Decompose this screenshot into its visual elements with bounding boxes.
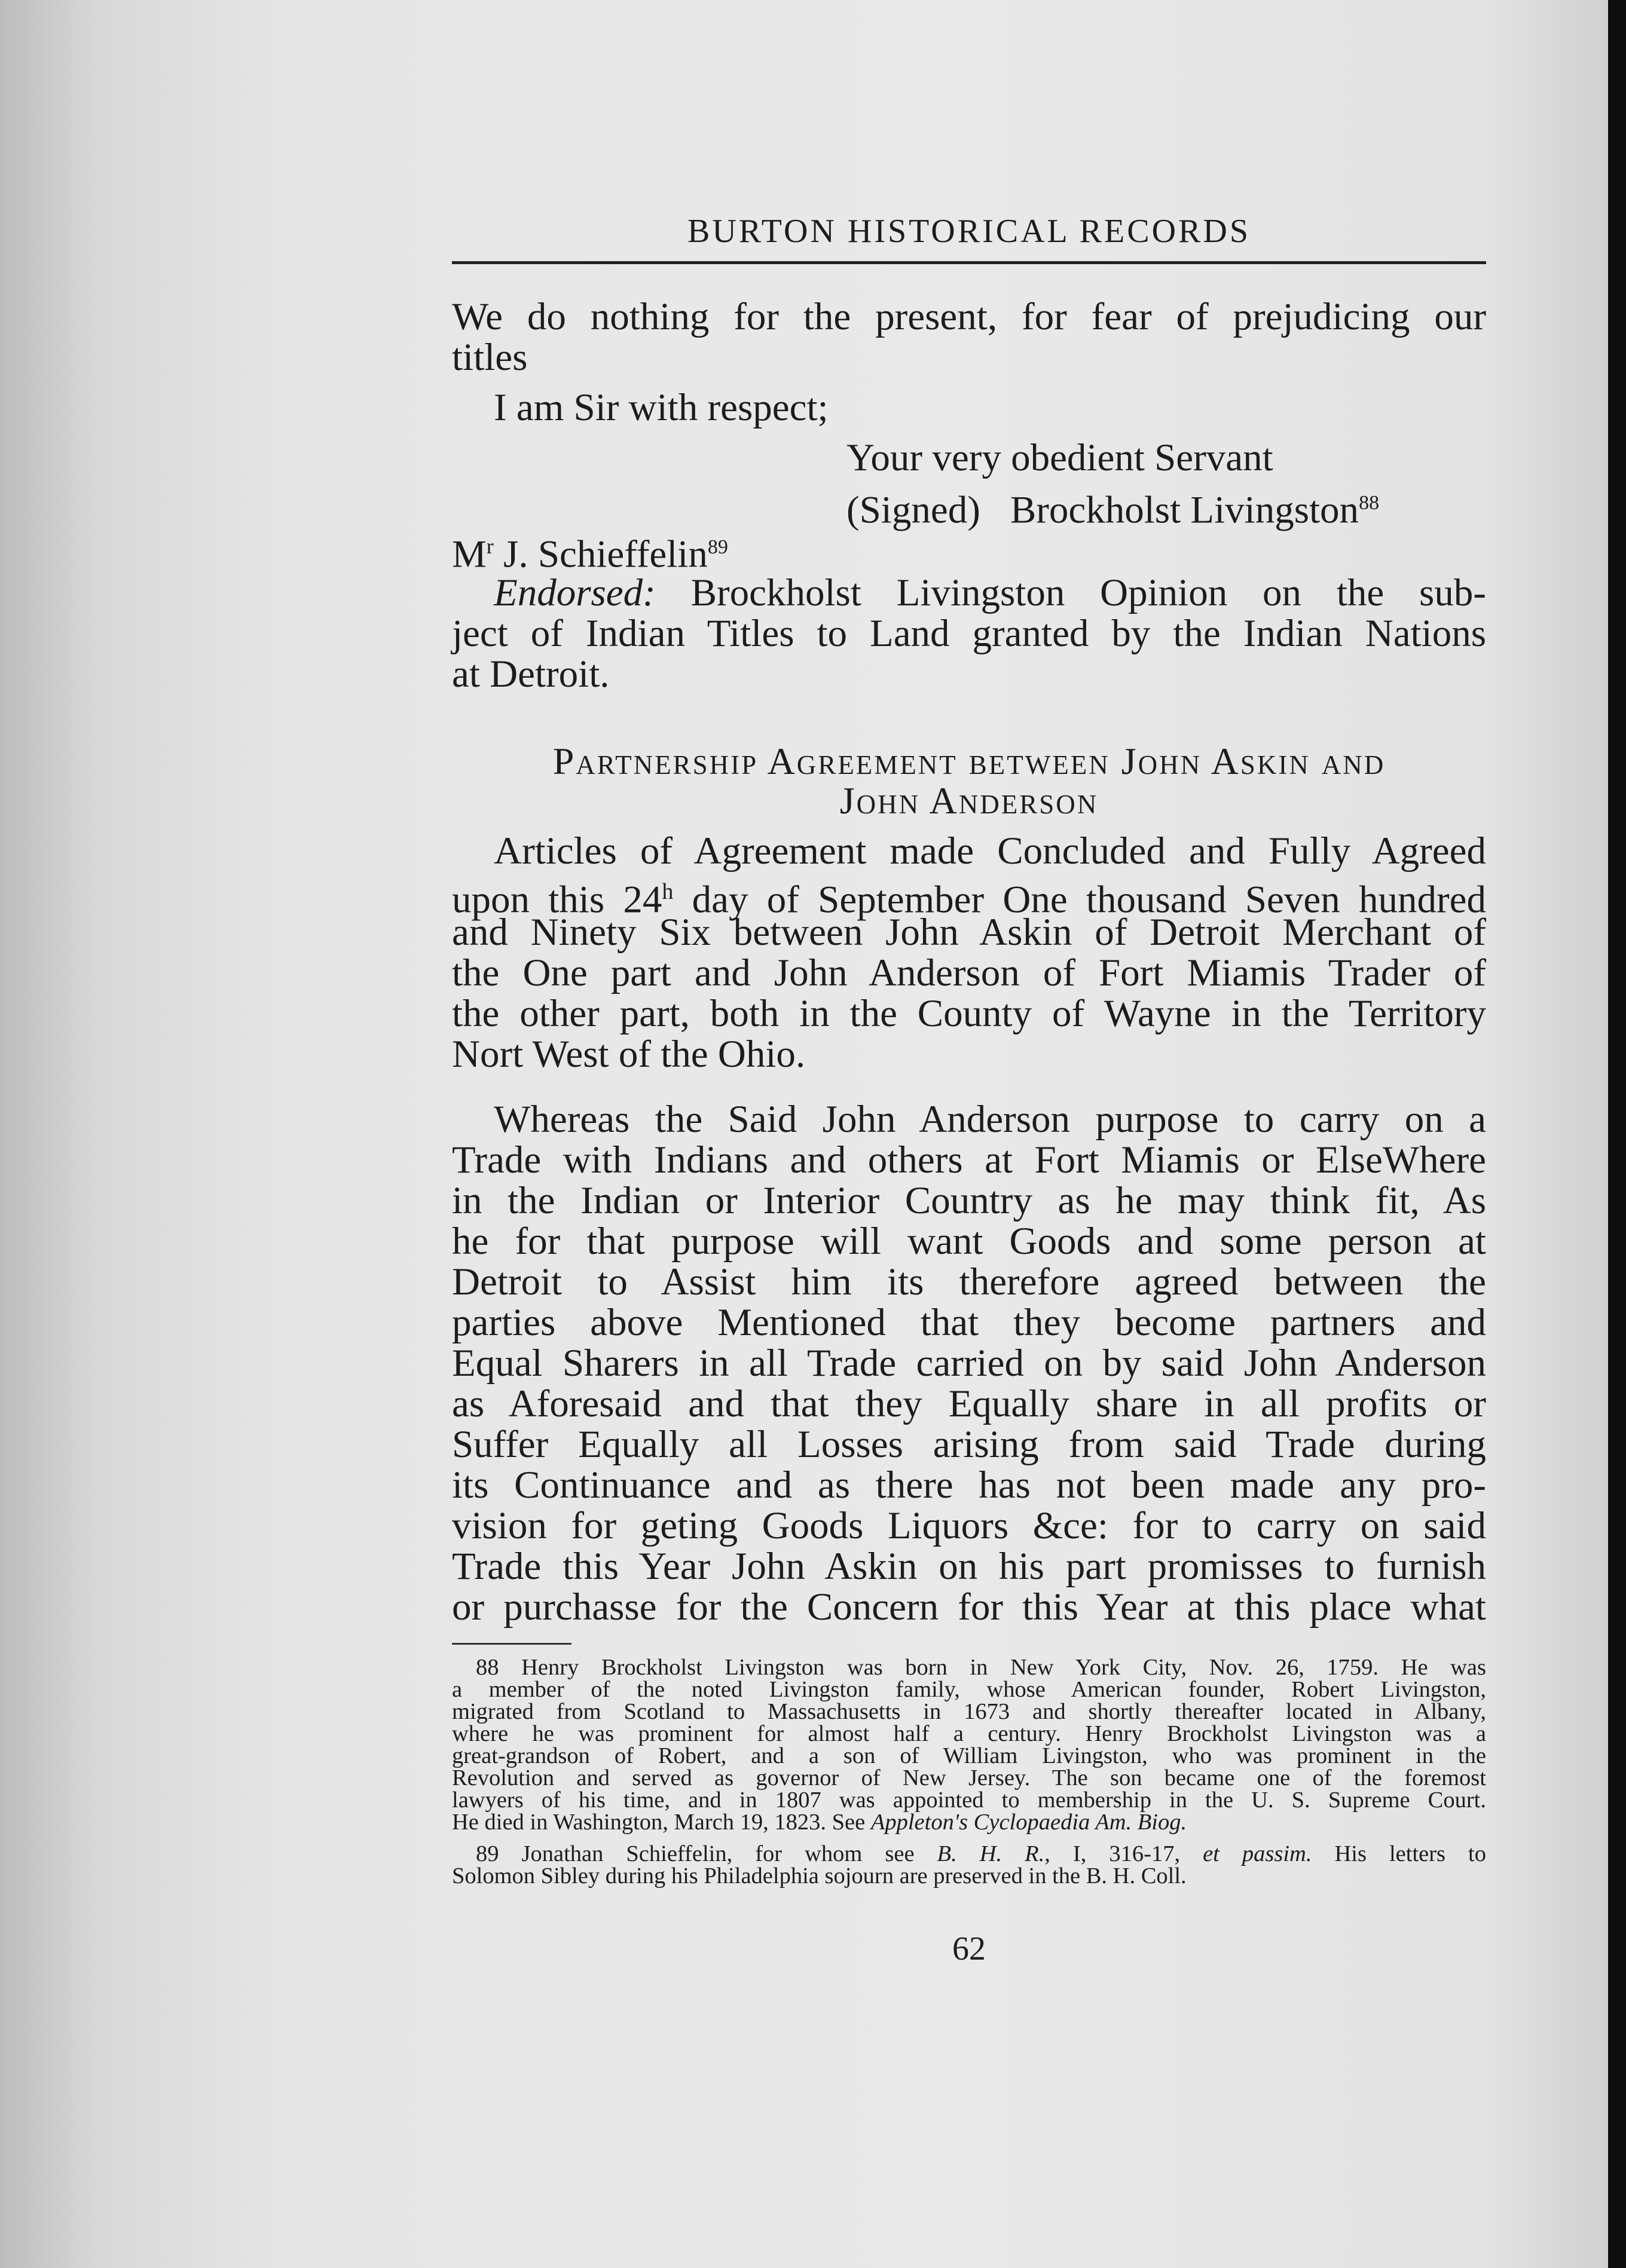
footnote-88-line: great-grandson of Robert, and a son of William Livingston, who was prominent in the (452, 1743, 1486, 1768)
body-line: Articles of Agreement made Concluded and Fully Agreed (494, 830, 1486, 873)
body-line: Whereas the Said John Anderson purpose to carry on a (494, 1098, 1486, 1141)
citation-title: Appleton's Cyclopaedia Am. Biog. (870, 1810, 1187, 1835)
body-line: he for that purpose will want Goods and some person at (452, 1220, 1486, 1263)
footnote-88-line: where he was prominent for almost half a century. Henry Brockholst Livingston was a (452, 1721, 1486, 1746)
body-line: Detroit to Assist him its therefore agreed between the (452, 1260, 1486, 1303)
body-line: ject of Indian Titles to Land granted by the Indian Nations (452, 612, 1486, 655)
body-line: its Continuance and as there has not been made any pro- (452, 1464, 1486, 1507)
footnote-ref: 88 (1359, 492, 1380, 514)
footnote-ref: 89 (707, 536, 728, 558)
section-heading-continued: John Anderson (839, 779, 1099, 822)
addressee-prefix-sup: r (486, 534, 494, 558)
body-line: Trade with Indians and others at Fort Miamis or ElseWhere (452, 1138, 1486, 1182)
body-line: We do nothing for the present, for fear of prejudicing our (452, 295, 1486, 338)
addressee-line (452, 522, 728, 576)
body-line: and Ninety Six between John Askin of Detroit Merchant of (452, 911, 1486, 954)
footnote-88-line: migrated from Scotland to Massachusetts in 1673 and shortly thereafter located in Albany, (452, 1699, 1486, 1724)
body-line: parties above Mentioned that they become partners and (452, 1301, 1486, 1344)
footnote-88-line: lawyers of his time, and in 1807 was appointed to membership in the U. S. Supreme Court. (452, 1788, 1486, 1813)
endorsed-line: Endorsed: Brockholst Livingston Opinion on the sub- (494, 571, 1486, 614)
footnote-88-line: 88 Henry Brockholst Livingston was born in New York City, Nov. 26, 1759. He was (476, 1655, 1486, 1680)
body-line: or purchasse for the Concern for this Year at this place what (452, 1586, 1486, 1629)
footnote-88-line: a member of the noted Livingston family, whose American founder, Robert Livingston, (452, 1677, 1486, 1702)
addressee-name: J. Schieffelin (493, 532, 708, 576)
footnote-rule (452, 1643, 571, 1645)
footnote-89-line: 89 Jonathan Schieffelin, for whom see B. H. R., I, 316-17, et passim. His letters to (476, 1841, 1486, 1866)
body-line: at Detroit. (452, 653, 610, 696)
valediction-line: Your very obedient Servant (846, 436, 1273, 479)
body-line: the One part and John Anderson of Fort Miamis Trader of (452, 951, 1486, 994)
page-edge-shadow (1608, 0, 1626, 2268)
signer-name: Brockholst Livingston (1010, 488, 1359, 532)
endorsed-label: Endorsed: (494, 571, 656, 614)
section-heading: Partnership Agreement between John Askin and (552, 740, 1386, 782)
body-line: Trade this Year John Askin on his part promisses to furnish (452, 1545, 1486, 1588)
closing-line: I am Sir with respect; (494, 386, 829, 429)
signed-label: (Signed) (846, 488, 980, 532)
footnote-89-line: Solomon Sibley during his Philadelphia sojourn are preserved in the B. H. Coll. (452, 1863, 1187, 1889)
addressee-prefix: M (452, 532, 487, 576)
body-line: vision for geting Goods Liquors &ce: for to carry on said (452, 1504, 1486, 1547)
body-line: titles (452, 336, 528, 379)
body-line: Nort West of the Ohio. (452, 1033, 806, 1076)
footnote-88-line: Revolution and served as governor of New Jersey. The son became one of the foremost (452, 1765, 1486, 1790)
page-number: 62 (952, 1930, 986, 1967)
header-rule (452, 261, 1486, 264)
running-head: BURTON HISTORICAL RECORDS (687, 213, 1251, 250)
body-line: Suffer Equally all Losses arising from said Trade during (452, 1423, 1486, 1466)
signature-line (846, 479, 1380, 532)
footnote-88-line: He died in Washington, March 19, 1823. See Appleton's Cyclopaedia Am. Biog. (452, 1810, 1187, 1835)
body-line: Equal Sharers in all Trade carried on by said John Anderson (452, 1342, 1486, 1385)
body-line: upon this 24$^h$ day of September One thousand Seven hundred (452, 878, 1486, 922)
superscript: h (662, 879, 674, 904)
body-line: in the Indian or Interior Country as he may think fit, As (452, 1179, 1486, 1222)
body-line: the other part, both in the County of Wayne in the Territory (452, 992, 1486, 1035)
body-line: as Aforesaid and that they Equally share in all profits or (452, 1382, 1486, 1425)
